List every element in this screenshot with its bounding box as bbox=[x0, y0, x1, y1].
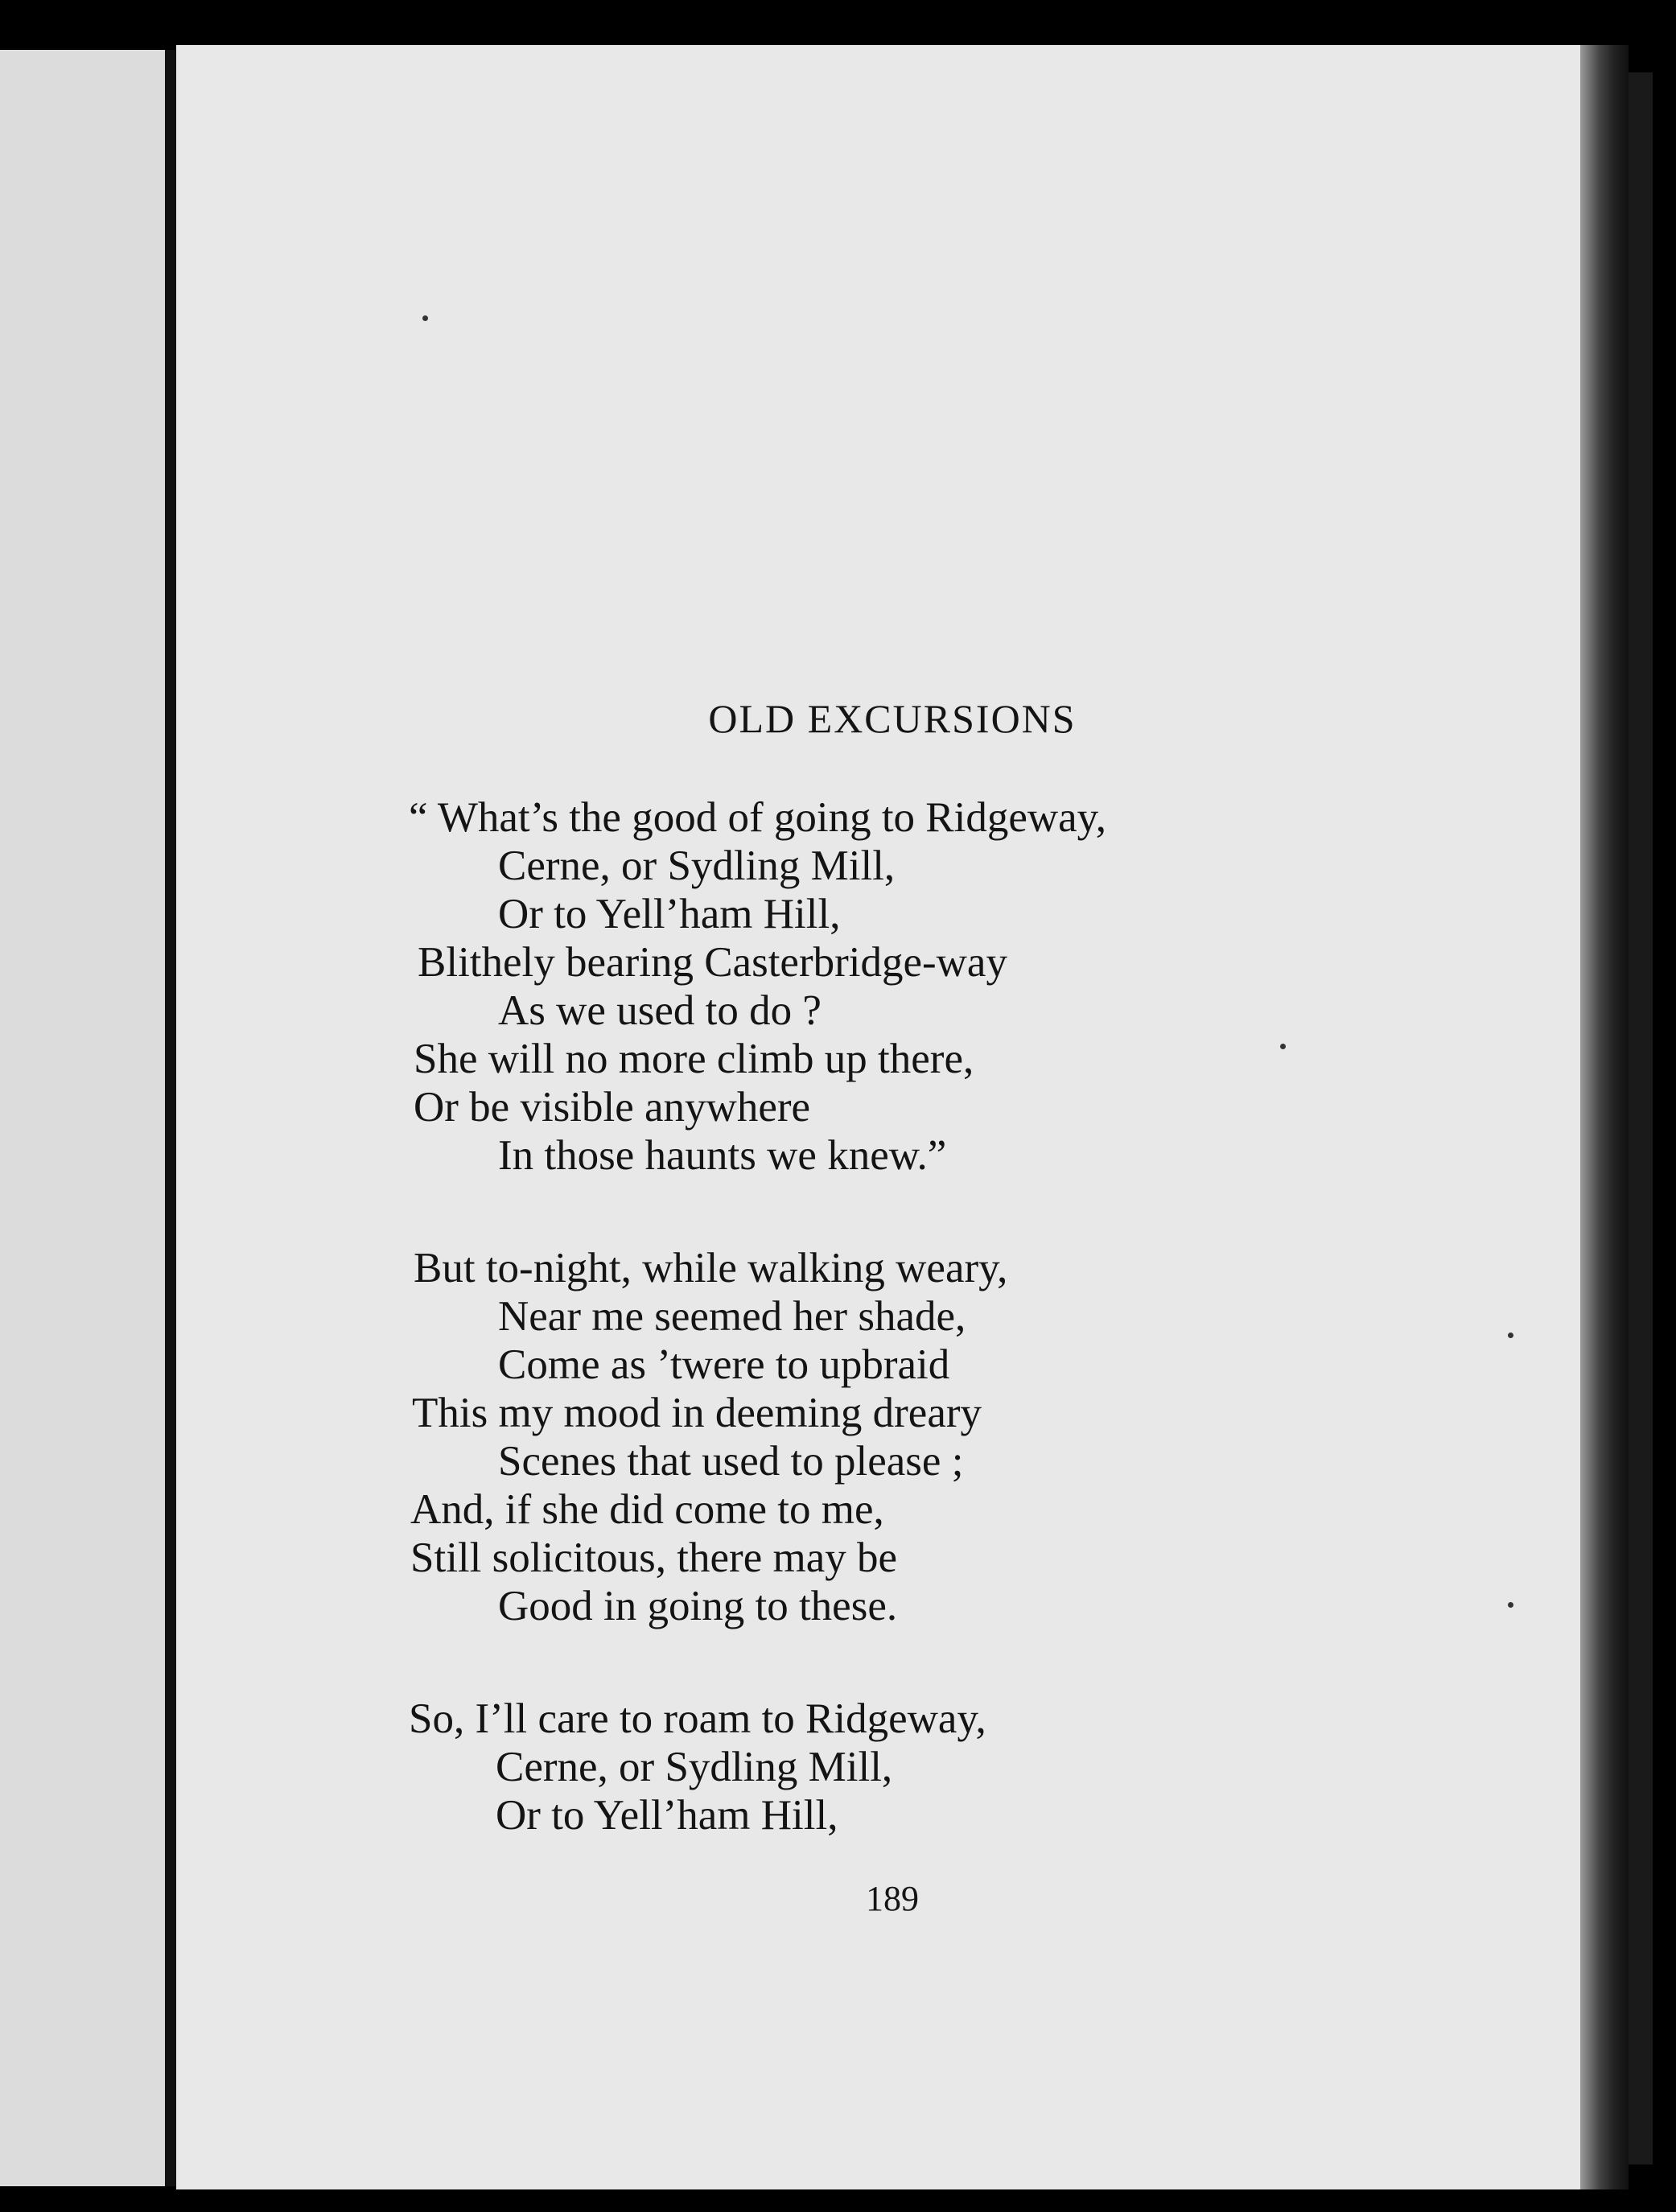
poem-line: So, I’ll care to roam to Ridgeway, bbox=[409, 1695, 986, 1742]
poem-line: Come as ’twere to upbraid bbox=[498, 1341, 950, 1388]
gutter-shadow bbox=[165, 50, 176, 2186]
poem-line: As we used to do ? bbox=[498, 987, 822, 1034]
poem-line: And, if she did come to me, bbox=[410, 1486, 884, 1533]
poem-line: In those haunts we knew.” bbox=[498, 1132, 947, 1179]
poem-line: Or to Yell’ham Hill, bbox=[496, 1792, 838, 1839]
paper-speck bbox=[422, 315, 428, 321]
poem-line: “ What’s the good of going to Ridgeway, bbox=[409, 794, 1106, 841]
poem-line: Good in going to these. bbox=[498, 1583, 898, 1629]
poem-line: Near me seemed her shade, bbox=[498, 1293, 966, 1340]
binding-shadow bbox=[1629, 72, 1653, 2165]
paper-speck bbox=[1508, 1602, 1513, 1608]
book-page bbox=[176, 45, 1580, 2189]
poem-line: But to-night, while walking weary, bbox=[414, 1245, 1008, 1291]
paper-speck bbox=[1508, 1333, 1513, 1338]
poem-line: Or be visible anywhere bbox=[414, 1084, 811, 1131]
binding-edge bbox=[1580, 45, 1629, 2189]
poem-line: Still solicitous, there may be bbox=[410, 1534, 897, 1581]
poem-line: Cerne, or Sydling Mill, bbox=[496, 1744, 893, 1790]
paper-speck bbox=[1280, 1044, 1286, 1049]
poem-title: OLD EXCURSIONS bbox=[708, 696, 1077, 741]
poem-line: Or to Yell’ham Hill, bbox=[498, 891, 841, 937]
poem-line: She will no more climb up there, bbox=[414, 1036, 974, 1082]
poem-line: Cerne, or Sydling Mill, bbox=[498, 842, 896, 889]
poem-line: Blithely bearing Casterbridge-way bbox=[418, 939, 1007, 986]
page-number: 189 bbox=[866, 1879, 919, 1918]
poem-line: This my mood in deeming dreary bbox=[412, 1390, 982, 1436]
left-page-edge bbox=[0, 50, 165, 2186]
poem-line: Scenes that used to please ; bbox=[498, 1438, 964, 1485]
